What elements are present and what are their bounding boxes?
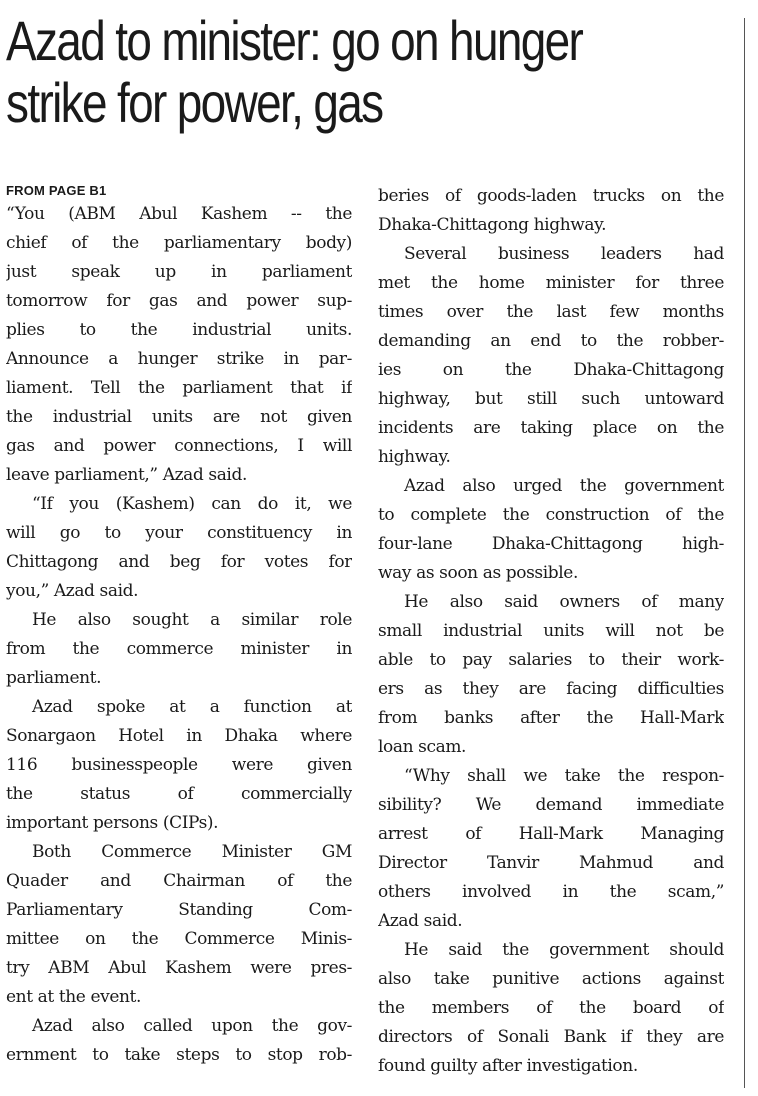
headline-line-1: Azad to minister: go on hunger [6,9,583,72]
text-line: Parliamentary Standing Com- [6,900,352,920]
text-line: just speak up in parliament [6,262,352,282]
article-column-1 [6,182,352,1070]
text-line: found guilty after investigation. [378,1056,638,1076]
text-line: ies on the Dhaka-Chittagong [378,360,724,380]
text-line: highway, but still such untoward [378,389,724,409]
text-line: Azad also called upon the gov- [32,1016,352,1036]
text-line: demanding an end to the robber- [378,331,724,351]
text-line: arrest of Hall-Mark Managing [378,824,724,844]
text-line: to complete the construction of the [378,505,724,525]
text-line: important persons (CIPs). [6,813,219,833]
text-line: Both Commerce Minister GM [32,842,352,862]
text-line: Azad also urged the government [404,476,724,496]
text-line: He said the government should [404,940,724,960]
text-line: Sonargaon Hotel in Dhaka where [6,726,352,746]
text-line: others involved in the scam,” [378,882,724,902]
text-line: 116 businesspeople were given [6,755,352,775]
text-line: able to pay salaries to their work- [378,650,724,670]
column-1-body [6,200,352,1070]
text-line: also take punitive actions against [378,969,724,989]
text-line: highway. [378,447,451,467]
article-column-2 [378,182,724,1081]
text-line: directors of Sonali Bank if they are [378,1027,724,1047]
text-line: Several business leaders had [404,244,724,264]
text-line: parliament. [6,668,102,688]
text-line: ernment to take steps to stop rob- [6,1045,352,1065]
text-line: try ABM Abul Kashem were pres- [6,958,352,978]
text-line: “You (ABM Abul Kashem -- the [6,204,352,224]
text-line: from banks after the Hall-Mark [378,708,724,728]
text-line: “Why shall we take the respon- [404,766,724,786]
text-line: from the commerce minister in [6,639,352,659]
text-line: plies to the industrial units. [6,320,352,340]
text-line: sibility? We demand immediate [378,795,724,815]
text-line: He also sought a similar role [32,610,352,630]
text-line: leave parliament,” Azad said. [6,465,247,485]
text-line: Azad said. [378,911,463,931]
text-line: “If you (Kashem) can do it, we [32,494,352,514]
text-line: will go to your constituency in [6,523,352,543]
text-line: tomorrow for gas and power sup- [6,291,352,311]
text-line: the industrial units are not given [6,407,352,427]
text-line: ers as they are facing difficulties [378,679,724,699]
text-line: met the home minister for three [378,273,724,293]
text-line: gas and power connections, I will [6,436,352,456]
text-line: way as soon as possible. [378,563,578,583]
text-line: chief of the parliamentary body) [6,233,352,253]
text-line: ent at the event. [6,987,141,1007]
dateline: FROM PAGE B1 [6,183,107,198]
text-line: you,” Azad said. [6,581,139,601]
text-line: Azad spoke at a function at [32,697,352,717]
headline [6,10,605,134]
text-line: liament. Tell the parliament that if [6,378,352,398]
headline-line-2: strike for power, gas [6,71,383,134]
text-line: Chittagong and beg for votes for [6,552,352,572]
text-line: loan scam. [378,737,467,757]
text-line: Quader and Chairman of the [6,871,352,891]
text-line: He also said owners of many [404,592,724,612]
text-line: beries of goods-laden trucks on the [378,186,724,206]
column-rule [744,18,745,1088]
text-line: the members of the board of [378,998,724,1018]
text-line: Dhaka-Chittagong highway. [378,215,607,235]
text-line: Director Tanvir Mahmud and [378,853,724,873]
column-2-body [378,182,724,1081]
text-line: mittee on the Commerce Minis- [6,929,352,949]
text-line: Announce a hunger strike in par- [6,349,352,369]
text-line: small industrial units will not be [378,621,724,641]
text-line: the status of commercially [6,784,352,804]
text-line: incidents are taking place on the [378,418,724,438]
text-line: times over the last few months [378,302,724,322]
text-line: four-lane Dhaka-Chittagong high- [378,534,724,554]
